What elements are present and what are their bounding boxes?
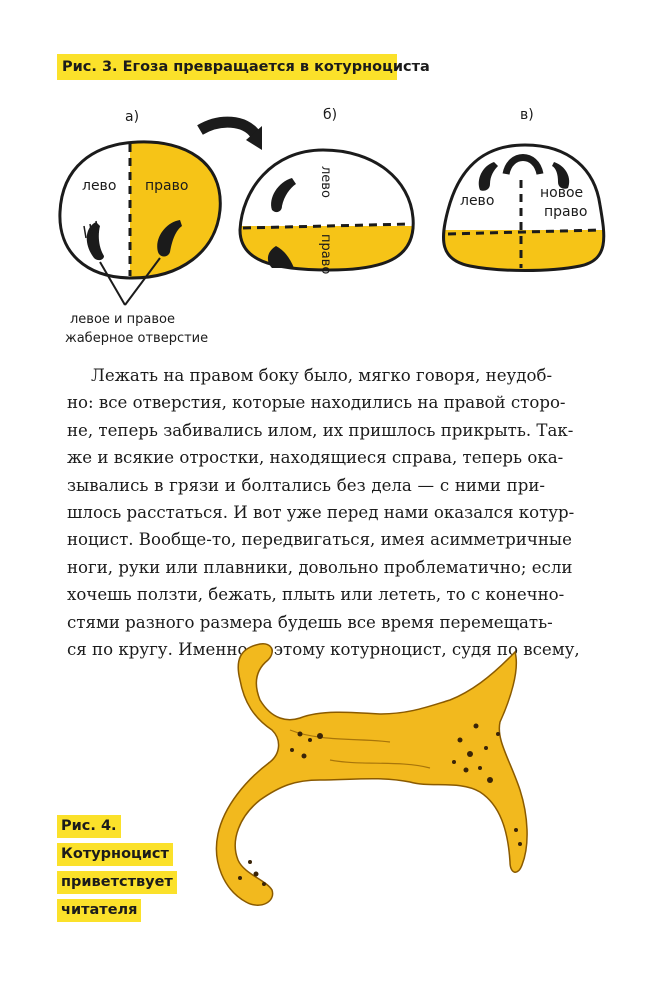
- panel-b-top-label: лево: [318, 166, 333, 198]
- text-line: но: все отверстия, которые находились на правой сторо-: [67, 393, 566, 413]
- panel-c-right-label-line2: право: [544, 204, 588, 220]
- panel-a: [60, 130, 240, 346]
- panel-b-label: б): [323, 107, 338, 123]
- figure-3-diagram: [0, 100, 661, 360]
- text-line: же и всякие отростки, находящиеся справа, теперь ока-: [67, 448, 564, 468]
- text-line: зывались в грязи и болтались без дела — с ними при-: [67, 475, 545, 495]
- text-line: стями разного размера будешь все время перемещать-: [67, 612, 553, 632]
- panel-c-left-label: лево: [460, 193, 495, 209]
- text-line: ся по кругу. Именно поэтому котурноцист, судя по всему,: [67, 640, 580, 660]
- panel-a-left-label: лево: [82, 178, 117, 194]
- panel-b: [230, 150, 430, 286]
- figure-4-caption-line: читателя: [57, 899, 141, 922]
- figure-4-caption-line: Рис. 4.: [57, 815, 121, 838]
- transition-arrow-icon: [200, 122, 262, 150]
- left-gill-icon: [84, 221, 104, 260]
- text-line: не, теперь забивались илом, их пришлось прикрыть. Так-: [67, 420, 574, 440]
- panel-b-bottom-label: право: [318, 234, 333, 275]
- figure-4-caption: [57, 815, 187, 927]
- panel-c-left-gill-icon: [479, 162, 498, 191]
- panel-c: [430, 145, 630, 290]
- pointer-label-line2: жаберное отверстие: [65, 331, 209, 346]
- panel-a-right-label: право: [145, 178, 189, 194]
- text-line: ноцист. Вообще-то, передвигаться, имея асимметричные: [67, 530, 572, 550]
- text-line: Лежать на правом боку было, мягко говоря, неудоб-: [91, 366, 553, 385]
- panel-c-mouth-icon: [506, 158, 540, 175]
- figure-4-caption-line: приветствует: [57, 871, 177, 894]
- text-line: хочешь ползти, бежать, плыть или лететь, то с конечно-: [67, 585, 565, 605]
- panel-a-label: а): [125, 109, 140, 125]
- text-line: ноги, руки или плавники, довольно проблематично; если: [67, 557, 573, 577]
- panel-c-label: в): [520, 107, 534, 123]
- figure-4-caption-line: Котурноцист: [57, 843, 173, 866]
- cothurnocystis-illustration: [180, 630, 580, 930]
- text-line: шлось расстаться. И вот уже перед нами оказался котур-: [67, 503, 575, 523]
- pointer-label-line1: левое и правое: [70, 312, 175, 327]
- body-text: [67, 362, 580, 663]
- panel-b-upper-gill-icon: [271, 178, 296, 212]
- figure-3-caption: Рис. 3. Егоза превращается в котурноциста: [57, 54, 397, 80]
- panel-c-right-label-line1: новое: [540, 185, 584, 201]
